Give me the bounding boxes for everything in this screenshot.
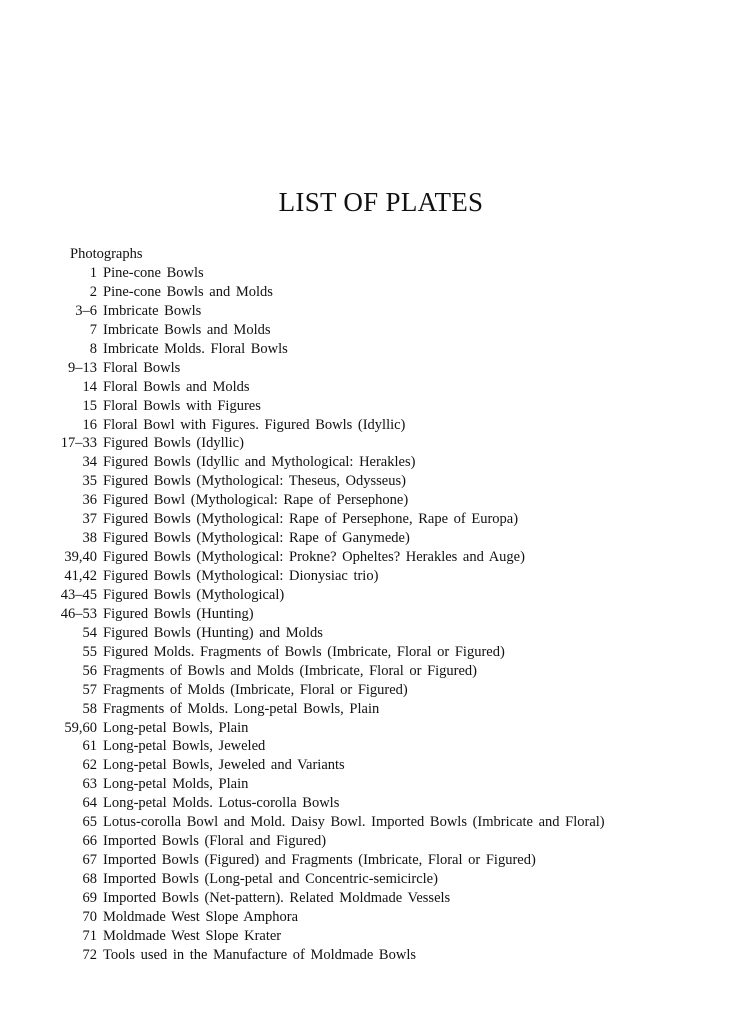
- plate-entry: [0, 605, 605, 624]
- plate-description: Long-petal Molds. Lotus-corolla Bowls: [103, 795, 340, 812]
- section-label: Photographs: [70, 246, 143, 262]
- plate-description: Figured Bowls (Hunting) and Molds: [103, 624, 323, 641]
- plate-number: 61: [82, 738, 97, 755]
- plate-entry: [0, 378, 605, 397]
- plate-description: Figured Bowls (Mythological): [103, 586, 285, 603]
- plate-description: Imported Bowls (Long-petal and Concentric-semicircle): [103, 871, 438, 887]
- plate-number: 9–13: [68, 359, 97, 376]
- plate-entry: [0, 889, 605, 908]
- plate-entry: [0, 472, 605, 491]
- plate-entry: [0, 302, 605, 321]
- plate-number: 41,42: [64, 568, 97, 584]
- plate-number: 68: [82, 871, 97, 887]
- plate-number: 46–53: [60, 605, 97, 622]
- plate-description: Long-petal Molds, Plain: [103, 776, 249, 793]
- plate-entry: [0, 719, 605, 738]
- plate-number: 55: [82, 643, 97, 660]
- plate-number: 7: [89, 321, 97, 338]
- plate-entry: [0, 529, 605, 548]
- plate-number: 63: [82, 776, 97, 793]
- plate-entry: [0, 775, 605, 794]
- plate-entry: [0, 264, 605, 283]
- plate-number: 65: [82, 814, 97, 831]
- plate-description: Fragments of Bowls and Molds (Imbricate, Floral or Figured): [103, 662, 478, 679]
- plate-entry: [0, 700, 605, 719]
- plate-entry: [0, 662, 605, 681]
- plate-number: 3–6: [75, 302, 97, 319]
- plate-number: 70: [82, 908, 97, 925]
- plate-number: 66: [82, 833, 97, 850]
- plate-description: Long-petal Bowls, Plain: [103, 719, 249, 736]
- plate-number: 54: [82, 624, 97, 641]
- plate-entry: [0, 416, 605, 435]
- plate-number: 1: [89, 265, 97, 281]
- plate-description: Fragments of Molds (Imbricate, Floral or Figured): [103, 681, 408, 698]
- plate-description: Figured Bowls (Idyllic and Mythological: Herakles): [103, 454, 416, 471]
- plate-entry: [0, 548, 605, 567]
- plate-number: 37: [82, 511, 97, 528]
- plate-description: Moldmade West Slope Amphora: [103, 908, 299, 925]
- plate-entry: [0, 321, 605, 340]
- plate-description: Figured Molds. Fragments of Bowls (Imbricate, Floral or Figured): [103, 643, 505, 660]
- plate-description: Tools used in the Manufacture of Moldmade Bowls: [103, 946, 416, 963]
- plate-description: Floral Bowls: [103, 359, 181, 376]
- plate-entry: [0, 643, 605, 662]
- plate-number: 8: [89, 340, 97, 357]
- plate-entry: [0, 453, 605, 472]
- plate-description: Figured Bowls (Mythological: Rape of Persephone, Rape of Europa): [103, 511, 519, 528]
- plate-number: 38: [82, 530, 97, 547]
- plate-number: 36: [82, 492, 97, 509]
- plate-description: Imported Bowls (Figured) and Fragments (Imbricate, Floral or Figured): [103, 852, 536, 869]
- plate-entry: [0, 397, 605, 416]
- plate-entry: [0, 681, 605, 700]
- plate-entry: [0, 491, 605, 510]
- plate-description: Moldmade West Slope Krater: [103, 927, 282, 944]
- plate-number: 17–33: [60, 435, 97, 452]
- plate-number: 16: [82, 416, 97, 433]
- plate-number: 2: [89, 283, 97, 300]
- plate-description: Figured Bowls (Hunting): [103, 605, 254, 622]
- plate-entry: [0, 813, 605, 832]
- plate-description: Imported Bowls (Net-pattern). Related Moldmade Vessels: [103, 889, 451, 906]
- plate-number: 64: [82, 795, 97, 812]
- plate-description: Imported Bowls (Floral and Figured): [103, 833, 327, 850]
- plate-list: [0, 264, 605, 965]
- page-title: LIST OF PLATES: [278, 187, 484, 217]
- plate-number: 67: [82, 852, 97, 869]
- plate-description: Figured Bowl (Mythological: Rape of Persephone): [103, 492, 409, 509]
- plate-number: 69: [82, 889, 97, 906]
- plate-number: 43–45: [60, 586, 97, 603]
- plate-number: 35: [82, 473, 97, 490]
- plate-number: 59,60: [64, 719, 97, 736]
- plate-entry: [0, 794, 605, 813]
- plate-entry: [0, 756, 605, 775]
- plate-number: 71: [82, 927, 97, 944]
- plate-description: Lotus-corolla Bowl and Mold. Daisy Bowl. Imported Bowls (Imbricate and Floral): [103, 814, 605, 831]
- plate-description: Long-petal Bowls, Jeweled and Variants: [103, 757, 345, 774]
- plate-number: 58: [82, 700, 97, 717]
- plate-entry: [0, 946, 605, 965]
- plate-number: 62: [82, 757, 97, 774]
- plate-number: 15: [82, 397, 97, 414]
- plate-description: Figured Bowls (Mythological: Prokne? Opheltes? Herakles and Auge): [103, 549, 525, 566]
- plate-entry: [0, 510, 605, 529]
- plate-entry: [0, 851, 605, 870]
- plate-number: 72: [82, 946, 97, 963]
- plate-entry: [0, 624, 605, 643]
- plate-description: Figured Bowls (Mythological: Dionysiac trio): [103, 568, 379, 584]
- plate-entry: [0, 567, 605, 586]
- plate-description: Pine-cone Bowls and Molds: [103, 283, 273, 300]
- plate-description: Floral Bowls and Molds: [103, 378, 250, 395]
- plate-entry: [0, 870, 605, 889]
- plate-number: 57: [82, 681, 97, 698]
- plate-description: Figured Bowls (Idyllic): [103, 435, 244, 452]
- plate-entry: [0, 737, 605, 756]
- plate-entry: [0, 359, 605, 378]
- plate-description: Floral Bowls with Figures: [103, 397, 261, 414]
- plate-entry: [0, 283, 605, 302]
- plate-description: Imbricate Bowls and Molds: [103, 321, 271, 338]
- plate-entry: [0, 434, 605, 453]
- plate-description: Long-petal Bowls, Jeweled: [103, 738, 266, 755]
- plate-description: Imbricate Bowls: [103, 302, 202, 319]
- plate-description: Pine-cone Bowls: [103, 265, 204, 281]
- plate-number: 39,40: [64, 549, 97, 566]
- plate-entry: [0, 832, 605, 851]
- plate-number: 34: [82, 454, 97, 471]
- plate-entry: [0, 908, 605, 927]
- plate-entry: [0, 586, 605, 605]
- plate-number: 56: [82, 662, 97, 679]
- plate-entry: [0, 340, 605, 359]
- plate-description: Figured Bowls (Mythological: Rape of Ganymede): [103, 530, 410, 547]
- plate-description: Fragments of Molds. Long-petal Bowls, Plain: [103, 700, 380, 717]
- plate-description: Floral Bowl with Figures. Figured Bowls (Idyllic): [103, 416, 406, 433]
- plate-description: Imbricate Molds. Floral Bowls: [103, 340, 288, 357]
- plate-description: Figured Bowls (Mythological: Theseus, Odysseus): [103, 473, 406, 490]
- plate-entry: [0, 927, 605, 946]
- plate-number: 14: [82, 378, 97, 395]
